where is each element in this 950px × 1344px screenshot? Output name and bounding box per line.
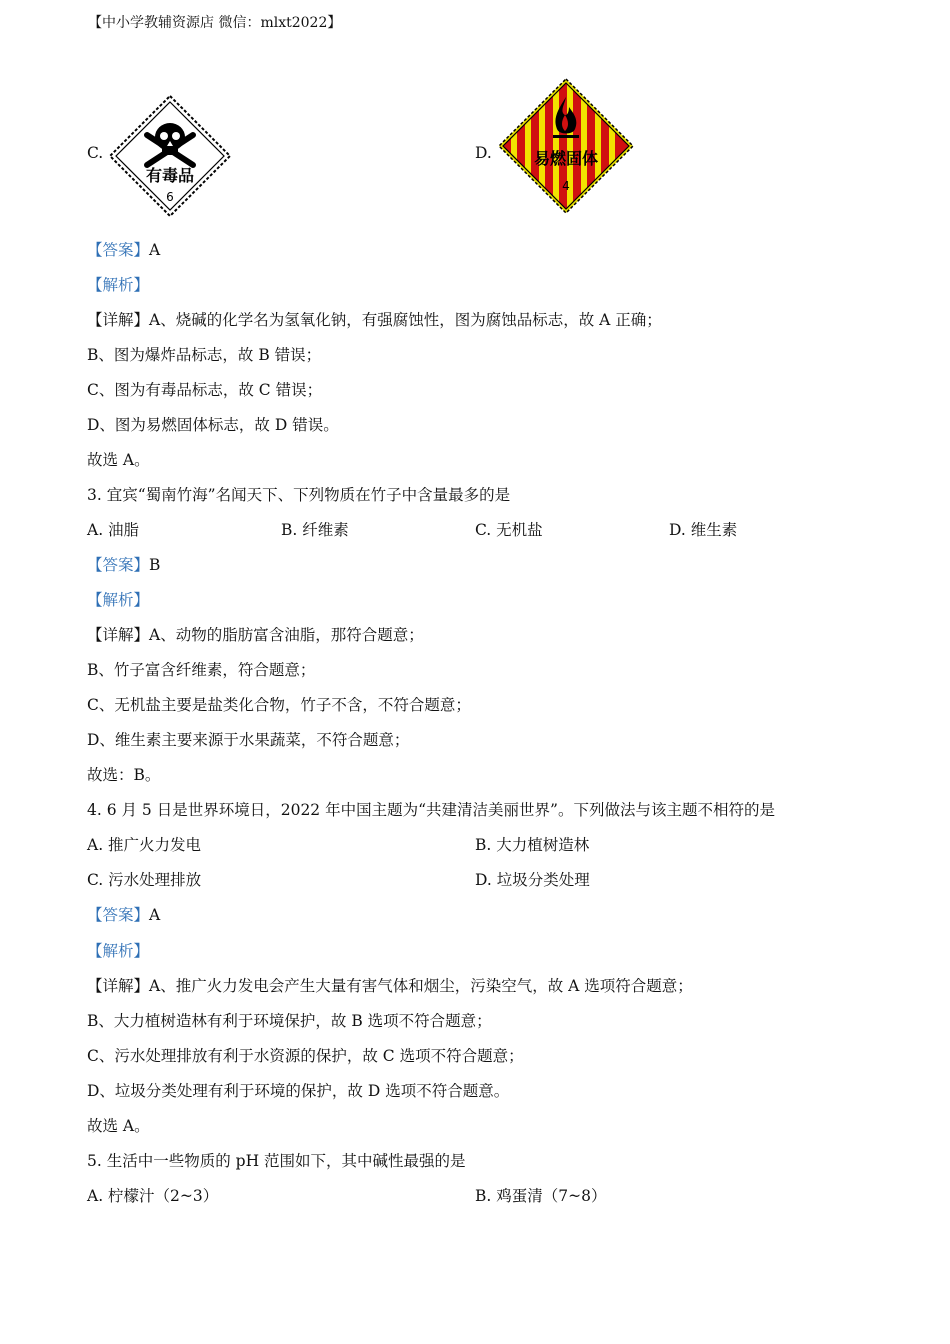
q2-answer-line bbox=[87, 240, 160, 260]
option-d-label: D. bbox=[475, 144, 492, 162]
q4-option-a: A. 推广火力发电 bbox=[87, 836, 202, 854]
q4-detail-line: C、污水处理排放有利于水资源的保护，故 C 选项不符合题意； bbox=[87, 1047, 524, 1065]
option-c-label: C. bbox=[87, 144, 104, 162]
q3-conclusion: 故选：B。 bbox=[87, 766, 161, 784]
q3-answer: B bbox=[149, 556, 161, 574]
q4-analysis-tag: 【解析】 bbox=[87, 942, 150, 960]
answer-tag: 【答案】 bbox=[87, 906, 150, 924]
q3-detail-line: D、维生素主要来源于水果蔬菜，不符合题意； bbox=[87, 731, 410, 749]
q3-stem: 3. 宜宾“蜀南竹海”名闻天下、下列物质在竹子中含量最多的是 bbox=[87, 486, 511, 504]
q2-answer: A bbox=[149, 241, 161, 259]
answer-tag: 【答案】 bbox=[87, 556, 150, 574]
q5-stem: 5. 生活中一些物质的 pH 范围如下，其中碱性最强的是 bbox=[87, 1152, 466, 1170]
q4-detail-line: B、大力植树造林有利于环境保护，故 B 选项不符合题意； bbox=[87, 1012, 492, 1030]
flammable-sign-text: 易燃固体 bbox=[533, 149, 599, 168]
q3-option-d: D. 维生素 bbox=[669, 521, 738, 539]
toxic-sign-text: 有毒品 bbox=[145, 166, 195, 185]
q2-detail-line: B、图为爆炸品标志，故 B 错误； bbox=[87, 346, 322, 364]
q2-detail-line: 【详解】A、烧碱的化学名为氢氧化钠，有强腐蚀性，图为腐蚀品标志，故 A 正确； bbox=[87, 311, 662, 329]
q4-answer-line bbox=[87, 905, 160, 925]
flammable-solid-sign-icon bbox=[497, 77, 635, 215]
q2-detail-line: D、图为易燃固体标志，故 D 错误。 bbox=[87, 416, 339, 434]
q2-conclusion: 故选 A。 bbox=[87, 451, 150, 469]
q4-option-c: C. 污水处理排放 bbox=[87, 871, 202, 889]
answer-tag: 【答案】 bbox=[87, 241, 150, 259]
q5-option-a: A. 柠檬汁（2~3） bbox=[87, 1187, 219, 1205]
toxic-sign-number: 6 bbox=[166, 190, 174, 204]
q4-detail-line: D、垃圾分类处理有利于环境的保护，故 D 选项不符合题意。 bbox=[87, 1082, 510, 1100]
q4-conclusion: 故选 A。 bbox=[87, 1117, 150, 1135]
q3-option-b: B. 纤维素 bbox=[281, 521, 349, 539]
q2-analysis-tag: 【解析】 bbox=[87, 276, 150, 294]
q4-detail-line: 【详解】A、推广火力发电会产生大量有害气体和烟尘，污染空气，故 A 选项符合题意； bbox=[87, 977, 693, 995]
toxic-sign-icon bbox=[107, 93, 233, 219]
flammable-sign-number: 4 bbox=[562, 179, 570, 193]
q3-detail-line: 【详解】A、动物的脂肪富含油脂，那符合题意； bbox=[87, 626, 424, 644]
q3-option-c: C. 无机盐 bbox=[475, 521, 543, 539]
q3-detail-line: B、竹子富含纤维素，符合题意； bbox=[87, 661, 316, 679]
q3-detail-line: C、无机盐主要是盐类化合物，竹子不含，不符合题意； bbox=[87, 696, 471, 714]
q3-answer-line bbox=[87, 555, 160, 575]
q4-option-d: D. 垃圾分类处理 bbox=[475, 871, 590, 889]
q2-detail-line: C、图为有毒品标志，故 C 错误； bbox=[87, 381, 323, 399]
q4-stem: 4. 6 月 5 日是世界环境日，2022 年中国主题为“共建清洁美丽世界”。下列做法与该主题不相符的是 bbox=[87, 801, 775, 819]
q4-option-b: B. 大力植树造林 bbox=[475, 836, 590, 854]
q3-option-a: A. 油脂 bbox=[87, 521, 140, 539]
q5-option-b: B. 鸡蛋清（7~8） bbox=[475, 1187, 607, 1205]
q4-answer: A bbox=[149, 906, 161, 924]
page-header: 【中小学教辅资源店 微信：mlxt2022】 bbox=[88, 15, 342, 31]
q3-analysis-tag: 【解析】 bbox=[87, 591, 150, 609]
